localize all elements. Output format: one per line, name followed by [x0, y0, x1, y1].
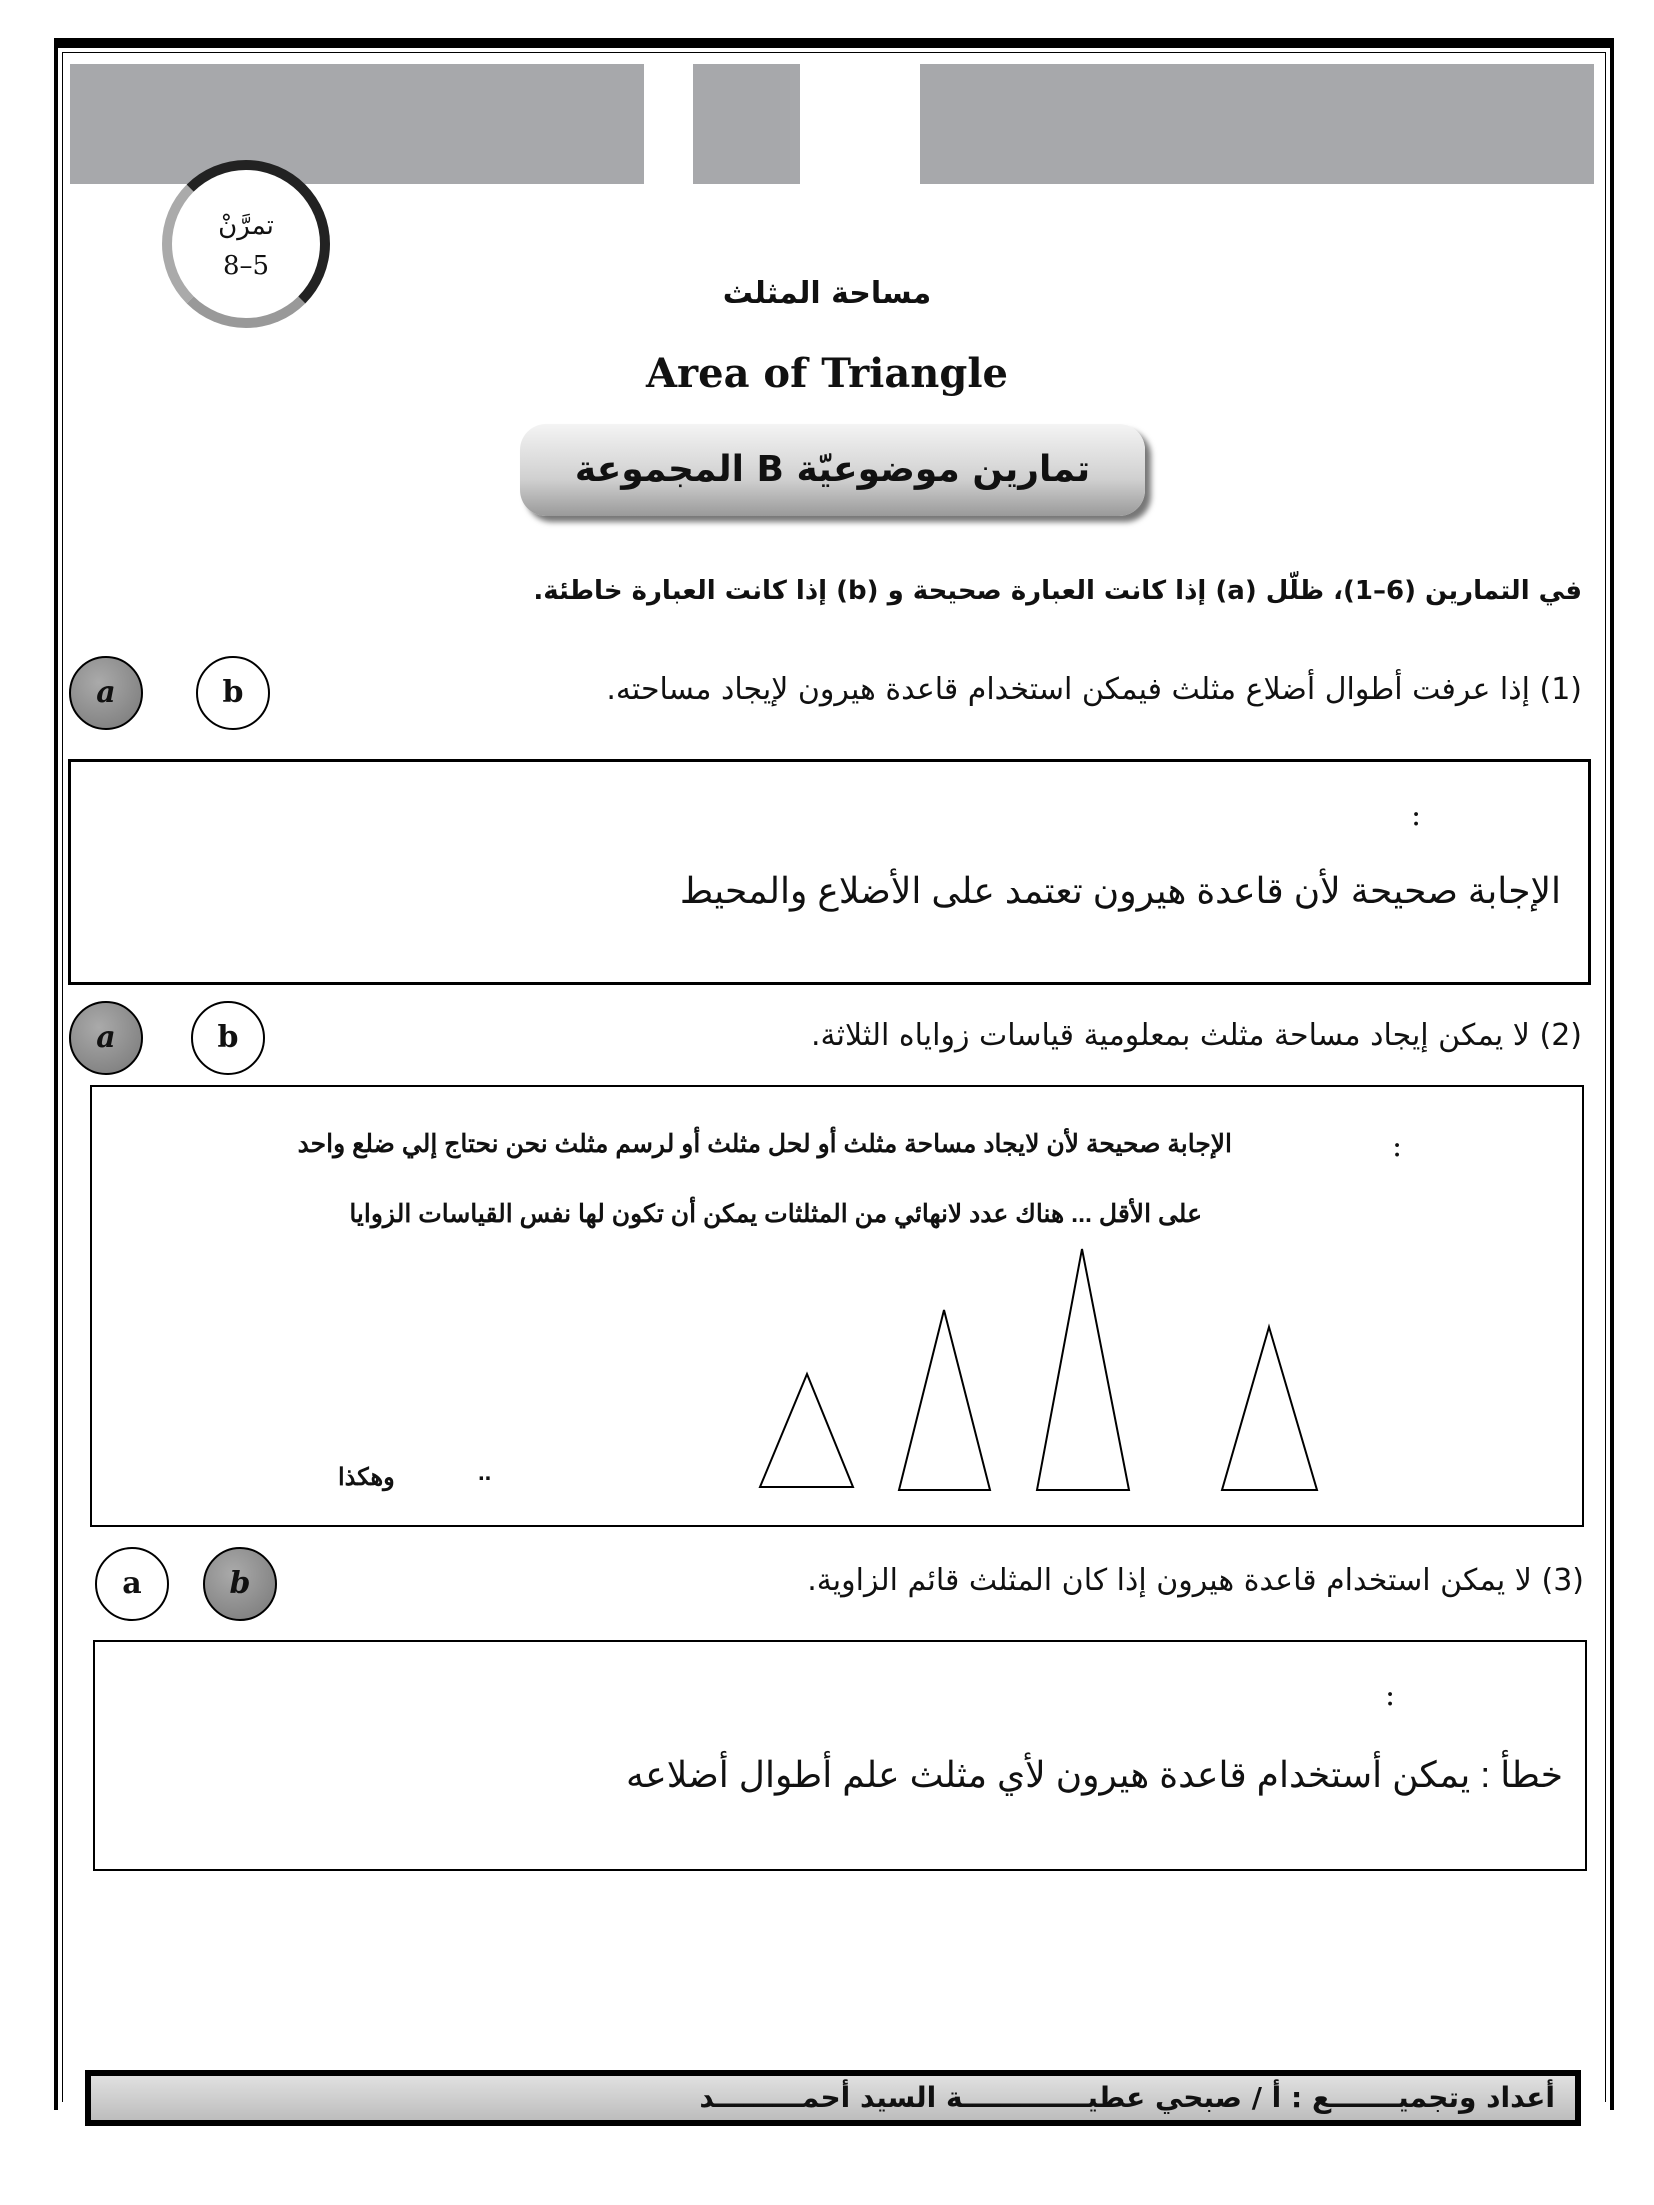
- triangle-2: [899, 1310, 990, 1490]
- instruction: في التمارين (6–1)، ظلّل (a) إذا كانت العبارة صحيحة و (b) إذا كانت العبارة خاطئة.: [533, 576, 1582, 606]
- etc-text: وهكذا: [338, 1464, 395, 1491]
- q3-option-b[interactable]: b: [203, 1547, 277, 1621]
- question-1-text: (1) إذا عرفت أطوال أضلاع مثلث فيمكن استخدام قاعدة هيرون لإيجاد مساحته.: [606, 672, 1582, 707]
- question-2-text: (2) لا يمكن إيجاد مساحة مثلث بمعلومية قياسات زواياه الثلاثة.: [810, 1018, 1582, 1053]
- title-arabic: مساحة المثلث: [722, 276, 932, 311]
- q2-option-a[interactable]: a: [69, 1001, 143, 1075]
- q2-option-b[interactable]: b: [191, 1001, 265, 1075]
- etc-dots: ..: [478, 1459, 492, 1486]
- badge-number: 8–5: [222, 251, 270, 281]
- header-bar-middle: [693, 64, 800, 184]
- q1-option-a[interactable]: a: [69, 656, 143, 730]
- answer-2-line-1: الإجابة صحيحة لأن لايجاد مساحة مثلث أو لحل مثلث أو لرسم مثلث نحن نحتاج إلي ضلع واحد: [297, 1130, 1232, 1158]
- footer-credit: أعداد وتجميـــــــع : أ / صبحي عطيـــــــــــــة السيد أحمـــــــــد: [85, 2070, 1581, 2126]
- triangle-4: [1222, 1327, 1317, 1490]
- triangle-3: [1037, 1249, 1129, 1490]
- triangles-figure: [92, 1087, 1586, 1529]
- answer-box-2: [90, 1085, 1584, 1527]
- header-bar-right: [920, 64, 1594, 184]
- answer-box-3: [93, 1640, 1587, 1871]
- group-label: المجموعة B تمارين موضوعيّة: [520, 424, 1145, 516]
- answer-2-line-2: على الأقل ... هناك عدد لانهائي من المثلثات يمكن أن تكون لها نفس القياسات الزوايا: [349, 1200, 1202, 1228]
- answer-2-colon: :: [1392, 1129, 1403, 1164]
- question-3-text: (3) لا يمكن استخدام قاعدة هيرون إذا كان المثلث قائم الزاوية.: [807, 1563, 1584, 1598]
- header-bar-left: [70, 64, 644, 184]
- q3-option-a[interactable]: a: [95, 1547, 169, 1621]
- triangle-1: [760, 1374, 853, 1487]
- answer-1-text: الإجابة صحيحة لأن قاعدة هيرون تعتمد على الأضلاع والمحيط: [679, 870, 1561, 911]
- q1-option-b[interactable]: b: [196, 656, 270, 730]
- title-english: Area of Triangle: [646, 350, 1008, 397]
- answer-3-text: خطأ : يمكن أستخدام قاعدة هيرون لأي مثلث علم أطوال أضلاعه: [625, 1754, 1563, 1795]
- answer-1-colon: :: [1411, 798, 1422, 833]
- badge-label: تمرَّنْ: [218, 211, 274, 241]
- answer-box-1: [68, 759, 1591, 985]
- answer-3-colon: :: [1385, 1678, 1396, 1713]
